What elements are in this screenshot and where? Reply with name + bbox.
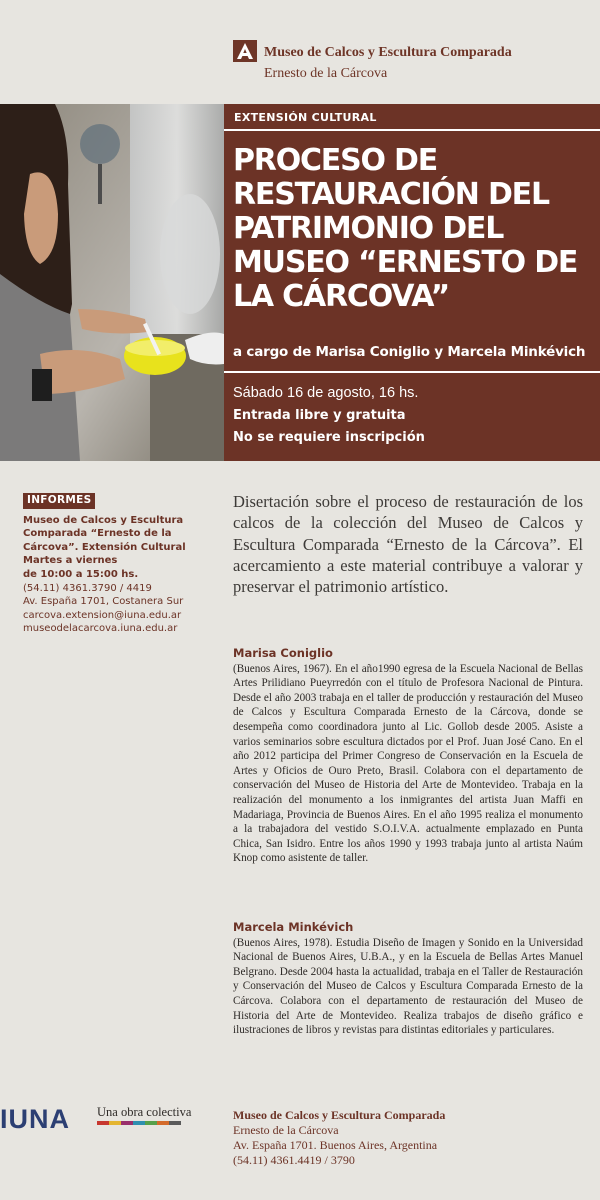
footer-address: Av. España 1701. Buenos Aires, Argentina (233, 1138, 438, 1152)
panel-divider-top (224, 129, 600, 131)
informes-phone: (54.11) 4361.3790 / 4419 (23, 582, 152, 594)
footer-museum-name: Museo de Calcos y Escultura Comparada (233, 1108, 446, 1122)
bio-text: (Buenos Aires, 1967). En el año1990 egresa de la Escuela Nacional de Bellas Artes Prilidiano Pueyrredón con el título de Profesora Nacional de Pintura. Desde el año 2003 trabaja en el taller de producción y restauración del Museo de Calcos y Escultura Comparada Ernesto de la Cárcova, donde se desempeña como coordinadora junto al Lic. Gollob desde 2005. Asiste a varios seminarios sobre escultura dictados por el Prof. Juan José Cano. En el año 2012 participa del Primer Congreso de Conservación en la Escuela de Artes y Oficios de Ouro Preto, Brasil. Colabora con el departamento de conservación del Museo de Historia del Arte de Montevideo. Trabaja en la realización del monumento a los inmigrantes del artista Juan Maffi en Madariaga, Provincia de Buenos Aires. En el año 1995 realiza el monumento a la trabajadora del vestido S.O.I.V.A. actualmente emplazado en Punta Chica, San Isidro. Entre los años 1990 y 1993 trabaja junto al artista Naúm Knop como asistente de taller. (233, 662, 583, 865)
informes-line: Martes a viernes (23, 555, 118, 567)
informes-heading: INFORMES (23, 493, 95, 509)
informes-email-link[interactable]: carcova.extension@iuna.edu.ar (23, 609, 182, 621)
informes-line: de 10:00 a 15:00 hs. (23, 568, 139, 580)
event-title: PROCESO DE RESTAURACIÓN DEL PATRIMONIO DEL MUSEO “ERNESTO DE LA CÁRCOVA” (233, 143, 578, 314)
bio-name: Marcela Minkévich (233, 920, 354, 934)
footer-museum-subtitle: Ernesto de la Cárcova (233, 1123, 339, 1137)
bio-marisa-coniglio (233, 646, 583, 866)
informes-line: Cárcova”. Extensión Cultural (23, 541, 186, 553)
iuna-logo (0, 1105, 90, 1133)
event-presenters: a cargo de Marisa Coniglio y Marcela Minkévich (233, 344, 586, 360)
informes-box (23, 493, 223, 636)
informes-line: Comparada “Ernesto de la (23, 528, 172, 540)
museum-letter-a-logo-icon (233, 40, 257, 62)
informes-address: Av. España 1701, Costanera Sur (23, 596, 184, 608)
header-museum-name: Museo de Calcos y Escultura Comparada (264, 45, 512, 60)
footer-phone: (54.11) 4361.4419 / 3790 (233, 1153, 355, 1167)
bio-text: (Buenos Aires, 1978). Estudia Diseño de Imagen y Sonido en la Universidad Nacional de Buenos Aires, U.B.A., y en la Escuela de Bellas Artes Manuel Belgrano. Desde 2004 hasta la actualidad, trabaja en el Taller de Restauración y Conservación del Museo de Calcos y Escultura Comparada Ernesto de la Cárcova. Colabora con el departamento de restauración del Museo de Historia del Arte de Montevideo. Realiza trabajos de diseño gráfico e ilustraciones de libros y revistas para distintas editoriales y particulares. (233, 936, 583, 1037)
iuna-logo-text: IUNA (0, 1104, 70, 1134)
footer-contact (233, 1108, 445, 1168)
bio-marcela-minkevich (233, 920, 583, 1038)
event-registration: No se requiere inscripción (233, 430, 425, 445)
restoration-photo (0, 104, 224, 461)
event-description: Disertación sobre el proceso de restauración de los calcos de la colección del Museo de Calcos y Escultura Comparada “Ernesto de la Cárcova”. El acercamiento a este material contribuye a valorar y preservar el patrimonio artístico. (233, 492, 583, 597)
panel-divider-bottom (224, 371, 600, 373)
informes-website-link[interactable]: museodelacarcova.iuna.edu.ar (23, 623, 178, 635)
bio-name: Marisa Coniglio (233, 646, 333, 660)
header-museum-subtitle: Ernesto de la Cárcova (264, 66, 388, 81)
event-entry: Entrada libre y gratuita (233, 408, 406, 423)
informes-line: Museo de Calcos y Escultura (23, 514, 184, 526)
obra-colectiva-color-bar (97, 1121, 181, 1125)
obra-colectiva-label: Una obra colectiva (97, 1105, 192, 1119)
event-panel (224, 104, 600, 461)
event-date: Sábado 16 de agosto, 16 hs. (233, 385, 419, 401)
category-tag: EXTENSIÓN CULTURAL (234, 111, 377, 124)
